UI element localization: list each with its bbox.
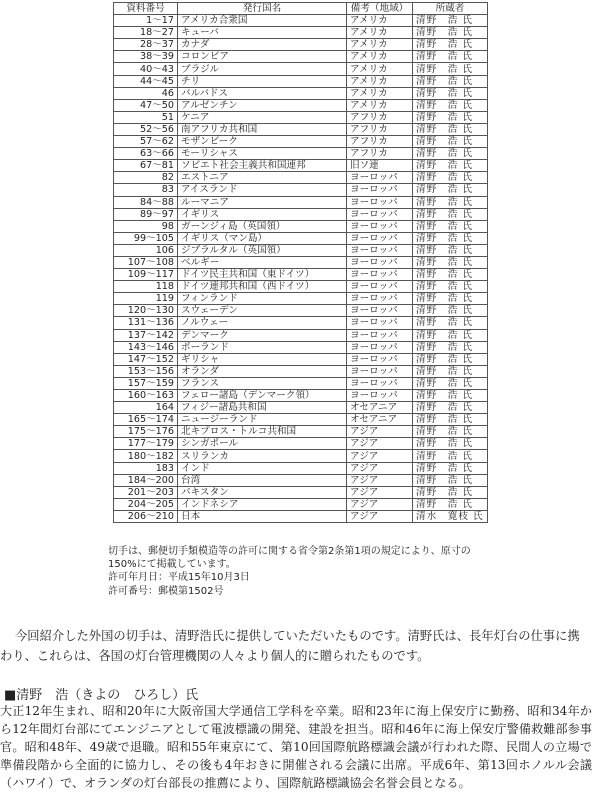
cell-owner: 清水 寛枝 氏 xyxy=(413,510,488,522)
table-row xyxy=(114,75,488,87)
cell-region: アメリカ xyxy=(347,99,413,111)
table-row xyxy=(114,426,488,438)
cell-id: 106 xyxy=(114,244,178,256)
cell-country: 南アフリカ共和国 xyxy=(178,123,347,135)
cell-owner: 清野 浩 氏 xyxy=(413,148,488,160)
cell-country: チリ xyxy=(178,75,347,87)
cell-country: ギリシャ xyxy=(178,353,347,365)
cell-region: アメリカ xyxy=(347,27,413,39)
cell-id: 160～163 xyxy=(114,390,178,402)
note-line: 150%にて掲載しています。 xyxy=(108,559,236,571)
table-row xyxy=(114,111,488,123)
cell-region: ヨーロッパ xyxy=(347,256,413,268)
table-row xyxy=(114,99,488,111)
stamp-collection-table xyxy=(113,2,488,523)
cell-id: 153～156 xyxy=(114,365,178,377)
cell-owner: 清野 浩 氏 xyxy=(413,87,488,99)
cell-region: アジア xyxy=(347,498,413,510)
table-body xyxy=(114,15,488,523)
cell-country: ノルウェー xyxy=(178,317,347,329)
cell-owner: 清野 浩 氏 xyxy=(413,136,488,148)
cell-country: コロンビア xyxy=(178,51,347,63)
cell-region: アメリカ xyxy=(347,51,413,63)
cell-region: アメリカ xyxy=(347,15,413,27)
cell-owner: 清野 浩 氏 xyxy=(413,486,488,498)
cell-owner: 清野 浩 氏 xyxy=(413,172,488,184)
cell-id: 89～97 xyxy=(114,208,178,220)
cell-region: ヨーロッパ xyxy=(347,365,413,377)
cell-region: アジア xyxy=(347,438,413,450)
cell-id: 28～37 xyxy=(114,39,178,51)
cell-id: 44～45 xyxy=(114,75,178,87)
cell-owner: 清野 浩 氏 xyxy=(413,51,488,63)
cell-id: 1～17 xyxy=(114,15,178,27)
cell-owner: 清野 浩 氏 xyxy=(413,39,488,51)
cell-region: アフリカ xyxy=(347,148,413,160)
note-line: 切手は、郵便切手類模造等の許可に関する省令第2条第1項の規定により、原寸の xyxy=(108,546,471,557)
cell-region: アメリカ xyxy=(347,63,413,75)
cell-owner: 清野 浩 氏 xyxy=(413,269,488,281)
cell-id: 52～56 xyxy=(114,123,178,135)
cell-owner: 清野 浩 氏 xyxy=(413,75,488,87)
header-region: 備考（地域） xyxy=(347,3,413,15)
cell-region: オセアニア xyxy=(347,402,413,414)
cell-country: ポーランド xyxy=(178,341,347,353)
cell-country: バルバドス xyxy=(178,87,347,99)
table-row xyxy=(114,63,488,75)
table-row xyxy=(114,172,488,184)
cell-region: ヨーロッパ xyxy=(347,184,413,196)
cell-region: ヨーロッパ xyxy=(347,341,413,353)
table-row xyxy=(114,87,488,99)
cell-id: 40～43 xyxy=(114,63,178,75)
cell-id: 201～203 xyxy=(114,486,178,498)
cell-owner: 清野 浩 氏 xyxy=(413,402,488,414)
cell-country: ブラジル xyxy=(178,63,347,75)
cell-country: 北キプロス・トルコ共和国 xyxy=(178,426,347,438)
cell-region: アジア xyxy=(347,426,413,438)
note-line: 許可番号：郵模第1502号 xyxy=(108,585,224,597)
table-row xyxy=(114,486,488,498)
cell-id: 18～27 xyxy=(114,27,178,39)
cell-id: 118 xyxy=(114,281,178,293)
cell-country: アイスランド xyxy=(178,184,347,196)
cell-owner: 清野 浩 氏 xyxy=(413,365,488,377)
cell-country: ルーマニア xyxy=(178,196,347,208)
header-country: 発行国名 xyxy=(178,3,347,15)
profile-body: 大正12年生まれ、昭和20年に大阪帝国大学通信工学科を卒業。昭和23年に海上保安庁に勤務、昭和34年から12年間灯台部にてエンジニアとして電波標識の開発、建設を担当。昭和46年に海上保安庁警備救難部参事官。昭和48年、49歳で退職。昭和55年東京にて、第10回国際航路標識会議が行われた際、民間人の立場で準備段階から全面的に協力し、その後も4年おきに開催される会議に出席。平成6年、第13回ホノルル会議（ハワイ）で、オランダの灯台部長の推薦により、国際航路標識協会名誉会員となる。 xyxy=(0,704,592,790)
cell-region: ヨーロッパ xyxy=(347,208,413,220)
cell-owner: 清野 浩 氏 xyxy=(413,390,488,402)
cell-region: ヨーロッパ xyxy=(347,329,413,341)
cell-country: ジブラルタル（英国領） xyxy=(178,244,347,256)
table-row xyxy=(114,123,488,135)
cell-country: ニュージーランド xyxy=(178,414,347,426)
cell-owner: 清野 浩 氏 xyxy=(413,196,488,208)
cell-owner: 清野 浩 氏 xyxy=(413,353,488,365)
cell-id: 165～174 xyxy=(114,414,178,426)
cell-owner: 清野 浩 氏 xyxy=(413,232,488,244)
cell-country: ドイツ民主共和国（東ドイツ） xyxy=(178,269,347,281)
cell-region: アメリカ xyxy=(347,87,413,99)
cell-owner: 清野 浩 氏 xyxy=(413,281,488,293)
cell-owner: 清野 浩 氏 xyxy=(413,414,488,426)
note-line: 許可年月日：平成15年10月3日 xyxy=(108,572,250,584)
cell-region: オセアニア xyxy=(347,414,413,426)
cell-id: 67～81 xyxy=(114,160,178,172)
table-row xyxy=(114,27,488,39)
cell-country: フィジー諸島共和国 xyxy=(178,402,347,414)
table-row xyxy=(114,498,488,510)
cell-owner: 清野 浩 氏 xyxy=(413,184,488,196)
cell-owner: 清野 浩 氏 xyxy=(413,123,488,135)
table-row xyxy=(114,184,488,196)
cell-region: アフリカ xyxy=(347,111,413,123)
table-row xyxy=(114,341,488,353)
cell-owner: 清野 浩 氏 xyxy=(413,438,488,450)
cell-region: ヨーロッパ xyxy=(347,305,413,317)
cell-id: 47～50 xyxy=(114,99,178,111)
cell-owner: 清野 浩 氏 xyxy=(413,426,488,438)
cell-owner: 清野 浩 氏 xyxy=(413,377,488,389)
cell-owner: 清野 浩 氏 xyxy=(413,341,488,353)
cell-country: フィンランド xyxy=(178,293,347,305)
cell-owner: 清野 浩 氏 xyxy=(413,293,488,305)
table-row xyxy=(114,51,488,63)
cell-country: ベルギー xyxy=(178,256,347,268)
table-row xyxy=(114,377,488,389)
cell-owner: 清野 浩 氏 xyxy=(413,317,488,329)
cell-region: アメリカ xyxy=(347,75,413,87)
cell-country: ガーンジィ島（英国領） xyxy=(178,220,347,232)
table-row xyxy=(114,208,488,220)
cell-country: デンマーク xyxy=(178,329,347,341)
table-row xyxy=(114,462,488,474)
table-row xyxy=(114,329,488,341)
cell-country: カナダ xyxy=(178,39,347,51)
header-owner: 所蔵者 xyxy=(413,3,488,15)
cell-id: 46 xyxy=(114,87,178,99)
table-row xyxy=(114,269,488,281)
table-row xyxy=(114,15,488,27)
table-row xyxy=(114,281,488,293)
cell-region: アフリカ xyxy=(347,136,413,148)
table-row xyxy=(114,510,488,522)
table-row xyxy=(114,402,488,414)
cell-id: 57～62 xyxy=(114,136,178,148)
cell-country: インド xyxy=(178,462,347,474)
table-row xyxy=(114,244,488,256)
cell-country: キューバ xyxy=(178,27,347,39)
table-row xyxy=(114,390,488,402)
cell-id: 84～88 xyxy=(114,196,178,208)
cell-owner: 清野 浩 氏 xyxy=(413,244,488,256)
table-row xyxy=(114,232,488,244)
intro-paragraph: 今回紹介した外国の切手は、清野浩氏に提供していただいたものです。清野氏は、長年灯台の仕事に携わり、これらは、各国の灯台管理機関の人々より個人的に贈られたものです。 xyxy=(0,629,580,663)
cell-owner: 清野 浩 氏 xyxy=(413,450,488,462)
cell-id: 143～146 xyxy=(114,341,178,353)
table-row xyxy=(114,196,488,208)
cell-country: フランス xyxy=(178,377,347,389)
cell-id: 180～182 xyxy=(114,450,178,462)
header-id: 資料番号 xyxy=(114,3,178,15)
cell-region: ヨーロッパ xyxy=(347,377,413,389)
cell-country: アルゼンチン xyxy=(178,99,347,111)
cell-country: オランダ xyxy=(178,365,347,377)
cell-owner: 清野 浩 氏 xyxy=(413,27,488,39)
cell-country: エストニア xyxy=(178,172,347,184)
cell-country: スリランカ xyxy=(178,450,347,462)
cell-country: パキスタン xyxy=(178,486,347,498)
cell-region: ヨーロッパ xyxy=(347,244,413,256)
table-row xyxy=(114,353,488,365)
table-row xyxy=(114,438,488,450)
cell-region: ヨーロッパ xyxy=(347,317,413,329)
cell-id: 51 xyxy=(114,111,178,123)
cell-country: ケニア xyxy=(178,111,347,123)
permit-notes xyxy=(108,545,471,598)
cell-id: 157～159 xyxy=(114,377,178,389)
cell-region: アフリカ xyxy=(347,123,413,135)
cell-country: スウェーデン xyxy=(178,305,347,317)
cell-region: アジア xyxy=(347,462,413,474)
table-row xyxy=(114,160,488,172)
table-row xyxy=(114,365,488,377)
cell-region: 旧ソ連 xyxy=(347,160,413,172)
cell-owner: 清野 浩 氏 xyxy=(413,462,488,474)
cell-id: 131～136 xyxy=(114,317,178,329)
cell-country: イギリス xyxy=(178,208,347,220)
cell-id: 109～117 xyxy=(114,269,178,281)
cell-id: 206～210 xyxy=(114,510,178,522)
cell-country: シンガポール xyxy=(178,438,347,450)
cell-country: 日本 xyxy=(178,510,347,522)
cell-country: イギリス（マン島） xyxy=(178,232,347,244)
table-row xyxy=(114,148,488,160)
table-row xyxy=(114,39,488,51)
cell-id: 82 xyxy=(114,172,178,184)
profile-heading: ■清野 浩（きよの ひろし）氏 xyxy=(4,688,199,703)
cell-region: ヨーロッパ xyxy=(347,172,413,184)
table-row xyxy=(114,136,488,148)
cell-country: モザンビーク xyxy=(178,136,347,148)
cell-country: ソビエト社会主義共和国連邦 xyxy=(178,160,347,172)
cell-region: ヨーロッパ xyxy=(347,390,413,402)
cell-country: フェロー諸島（デンマーク領） xyxy=(178,390,347,402)
cell-region: アジア xyxy=(347,486,413,498)
cell-owner: 清野 浩 氏 xyxy=(413,220,488,232)
cell-region: アジア xyxy=(347,474,413,486)
table-row xyxy=(114,474,488,486)
cell-owner: 清野 浩 氏 xyxy=(413,99,488,111)
cell-id: 137～142 xyxy=(114,329,178,341)
cell-region: ヨーロッパ xyxy=(347,196,413,208)
cell-country: アメリカ合衆国 xyxy=(178,15,347,27)
cell-region: ヨーロッパ xyxy=(347,220,413,232)
cell-region: ヨーロッパ xyxy=(347,353,413,365)
cell-owner: 清野 浩 氏 xyxy=(413,498,488,510)
cell-owner: 清野 浩 氏 xyxy=(413,208,488,220)
table-row xyxy=(114,450,488,462)
cell-id: 183 xyxy=(114,462,178,474)
cell-id: 98 xyxy=(114,220,178,232)
cell-owner: 清野 浩 氏 xyxy=(413,160,488,172)
cell-id: 99～105 xyxy=(114,232,178,244)
cell-id: 184～200 xyxy=(114,474,178,486)
cell-region: ヨーロッパ xyxy=(347,293,413,305)
cell-country: モーリシャス xyxy=(178,148,347,160)
cell-region: アメリカ xyxy=(347,39,413,51)
cell-id: 63～66 xyxy=(114,148,178,160)
cell-region: ヨーロッパ xyxy=(347,232,413,244)
cell-owner: 清野 浩 氏 xyxy=(413,256,488,268)
cell-country: インドネシア xyxy=(178,498,347,510)
cell-id: 175～176 xyxy=(114,426,178,438)
cell-region: アジア xyxy=(347,510,413,522)
cell-owner: 清野 浩 氏 xyxy=(413,63,488,75)
cell-id: 177～179 xyxy=(114,438,178,450)
table-row xyxy=(114,220,488,232)
cell-id: 204～205 xyxy=(114,498,178,510)
table-row xyxy=(114,414,488,426)
table-row xyxy=(114,293,488,305)
cell-country: 台湾 xyxy=(178,474,347,486)
table-header-row xyxy=(114,3,488,15)
cell-id: 107～108 xyxy=(114,256,178,268)
cell-country: ドイツ連邦共和国（西ドイツ） xyxy=(178,281,347,293)
table-row xyxy=(114,317,488,329)
table-row xyxy=(114,256,488,268)
cell-id: 120～130 xyxy=(114,305,178,317)
table-row xyxy=(114,305,488,317)
cell-owner: 清野 浩 氏 xyxy=(413,15,488,27)
cell-id: 38～39 xyxy=(114,51,178,63)
cell-id: 147～152 xyxy=(114,353,178,365)
cell-id: 119 xyxy=(114,293,178,305)
cell-owner: 清野 浩 氏 xyxy=(413,329,488,341)
cell-id: 164 xyxy=(114,402,178,414)
cell-region: ヨーロッパ xyxy=(347,281,413,293)
cell-owner: 清野 浩 氏 xyxy=(413,305,488,317)
cell-id: 83 xyxy=(114,184,178,196)
cell-owner: 清野 浩 氏 xyxy=(413,474,488,486)
cell-region: アジア xyxy=(347,450,413,462)
cell-owner: 清野 浩 氏 xyxy=(413,111,488,123)
cell-region: ヨーロッパ xyxy=(347,269,413,281)
